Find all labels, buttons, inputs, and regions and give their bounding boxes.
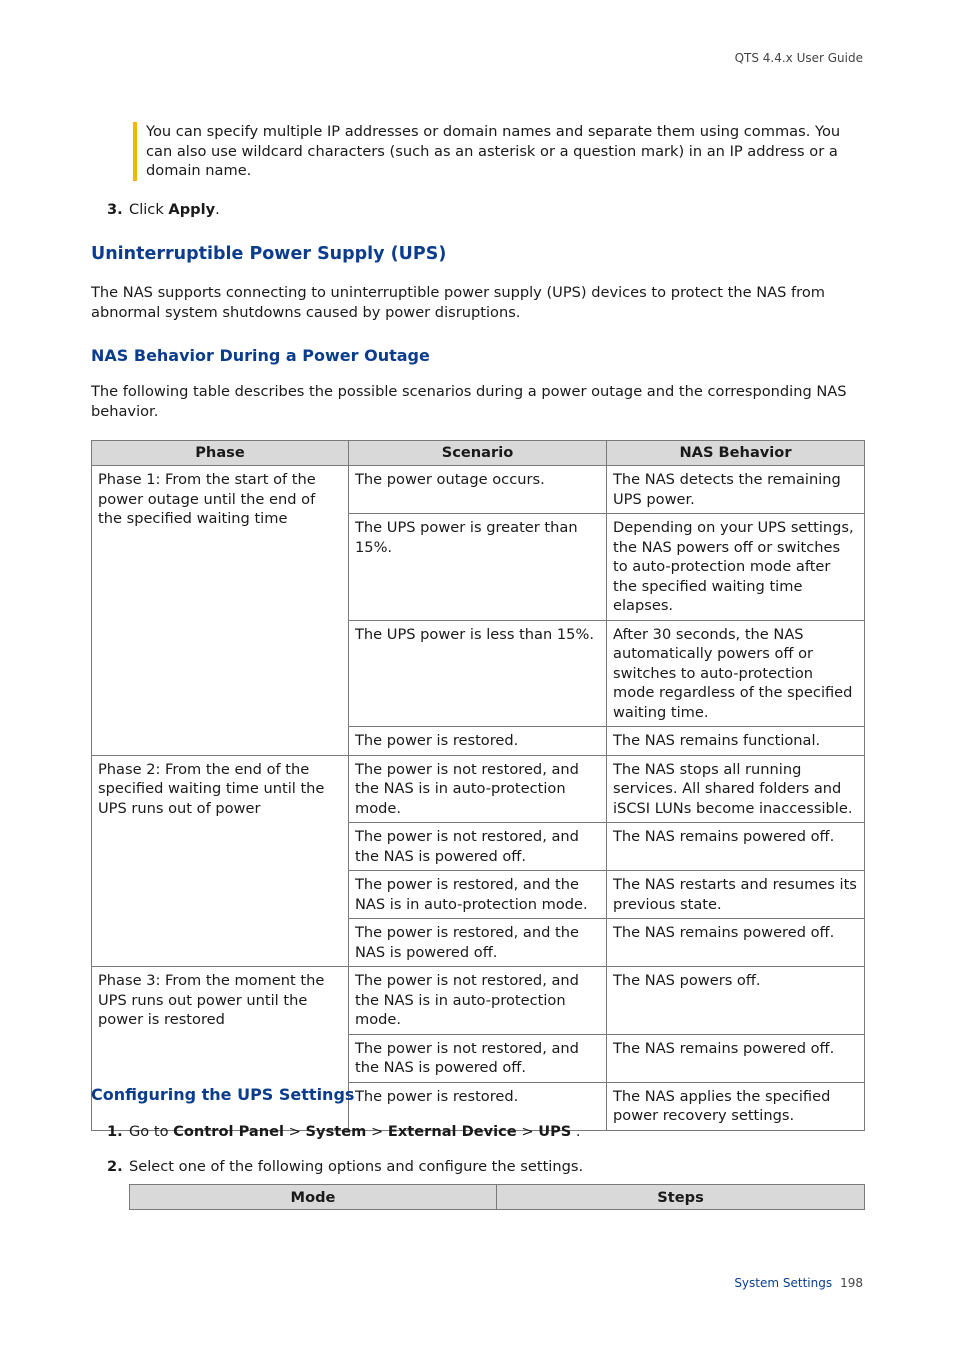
step-text: Select one of the following options and configure the settings. [129,1158,584,1175]
mode-table [129,1184,865,1210]
step-text: Click [129,201,169,218]
step-text: Go to [129,1123,174,1140]
column-header: Steps [497,1185,865,1210]
ups-intro: The NAS supports connecting to uninterruptible power supply (UPS) devices to protect the NAS from abnormal system shutdowns caused by power disruptions. [91,284,826,321]
behavior-cell: The NAS restarts and resumes its previous state. [607,871,865,919]
behavior-cell: The NAS powers off. [607,967,865,1035]
scenario-cell: The power is not restored, and the NAS is powered off. [349,823,607,871]
step-suffix: . [215,201,220,218]
scenario-cell: The power is restored. [349,1082,607,1130]
step-suffix: . [571,1123,581,1140]
scenario-cell: The power is not restored, and the NAS is in auto-protection mode. [349,755,607,823]
behavior-table [91,440,865,1131]
table-row [92,967,865,1035]
table-row [92,466,865,514]
behavior-cell: The NAS remains powered off. [607,823,865,871]
path-system: System [305,1123,367,1140]
step-number: 2. [107,1158,123,1175]
column-header: Mode [130,1185,497,1210]
table-header-row [92,441,865,466]
page-footer [734,1276,863,1290]
note-text: You can specify multiple IP addresses or domain names and separate them using commas. You can also use wildcard characters (such as an asterisk or a question mark) in an IP address or a domain name. [146,123,841,179]
path-separator: > [516,1123,539,1140]
phase-cell: Phase 3: From the moment the UPS runs out power until the power is restored [92,967,349,1131]
scenario-cell: The power is restored, and the NAS is in auto-protection mode. [349,871,607,919]
path-separator: > [284,1123,306,1140]
behavior-cell: The NAS stops all running services. All shared folders and iSCSI LUNs become inaccessible. [607,755,865,823]
scenario-cell: The power is restored, and the NAS is powered off. [349,919,607,967]
step-number: 1. [107,1123,123,1140]
path-ups: UPS [538,1123,572,1140]
page-number: 198 [840,1276,863,1290]
phase-cell: Phase 1: From the start of the power outage until the end of the specified waiting time [92,466,349,756]
guide-title: QTS 4.4.x User Guide [734,51,863,65]
phase-cell: Phase 2: From the end of the specified waiting time until the UPS runs out of power [92,755,349,967]
column-header: NAS Behavior [607,441,865,466]
footer-section-link[interactable]: System Settings [734,1276,833,1290]
column-header: Scenario [349,441,607,466]
path-control-panel: Control Panel [173,1123,285,1140]
behavior-cell: The NAS remains functional. [607,727,865,756]
table-row [92,755,865,823]
section-title-behavior: NAS Behavior During a Power Outage [91,346,430,365]
column-header: Phase [92,441,349,466]
step-number: 3. [107,201,123,218]
scenario-cell: The UPS power is greater than 15%. [349,514,607,621]
path-external-device: External Device [387,1123,517,1140]
behavior-cell: The NAS remains powered off. [607,919,865,967]
scenario-cell: The power outage occurs. [349,466,607,514]
scenario-cell: The UPS power is less than 15%. [349,620,607,727]
note-callout [133,122,846,181]
scenario-cell: The power is not restored, and the NAS is in auto-protection mode. [349,967,607,1035]
section-title-config: Configuring the UPS Settings [91,1085,355,1104]
behavior-cell: Depending on your UPS settings, the NAS powers off or switches to auto-protection mode after the specified waiting time elapses. [607,514,865,621]
scenario-cell: The power is not restored, and the NAS is powered off. [349,1034,607,1082]
path-separator: > [366,1123,388,1140]
behavior-cell: The NAS applies the specified power recovery settings. [607,1082,865,1130]
section-title-ups: Uninterruptible Power Supply (UPS) [91,244,447,264]
table-header-row [130,1185,865,1210]
behavior-cell: The NAS detects the remaining UPS power. [607,466,865,514]
scenario-cell: The power is restored. [349,727,607,756]
behavior-intro: The following table describes the possible scenarios during a power outage and the corresponding NAS behavior. [91,383,847,420]
behavior-cell: After 30 seconds, the NAS automatically powers off or switches to auto-protection mode regardless of the specified waiting time. [607,620,865,727]
behavior-cell: The NAS remains powered off. [607,1034,865,1082]
apply-label: Apply [168,201,216,218]
